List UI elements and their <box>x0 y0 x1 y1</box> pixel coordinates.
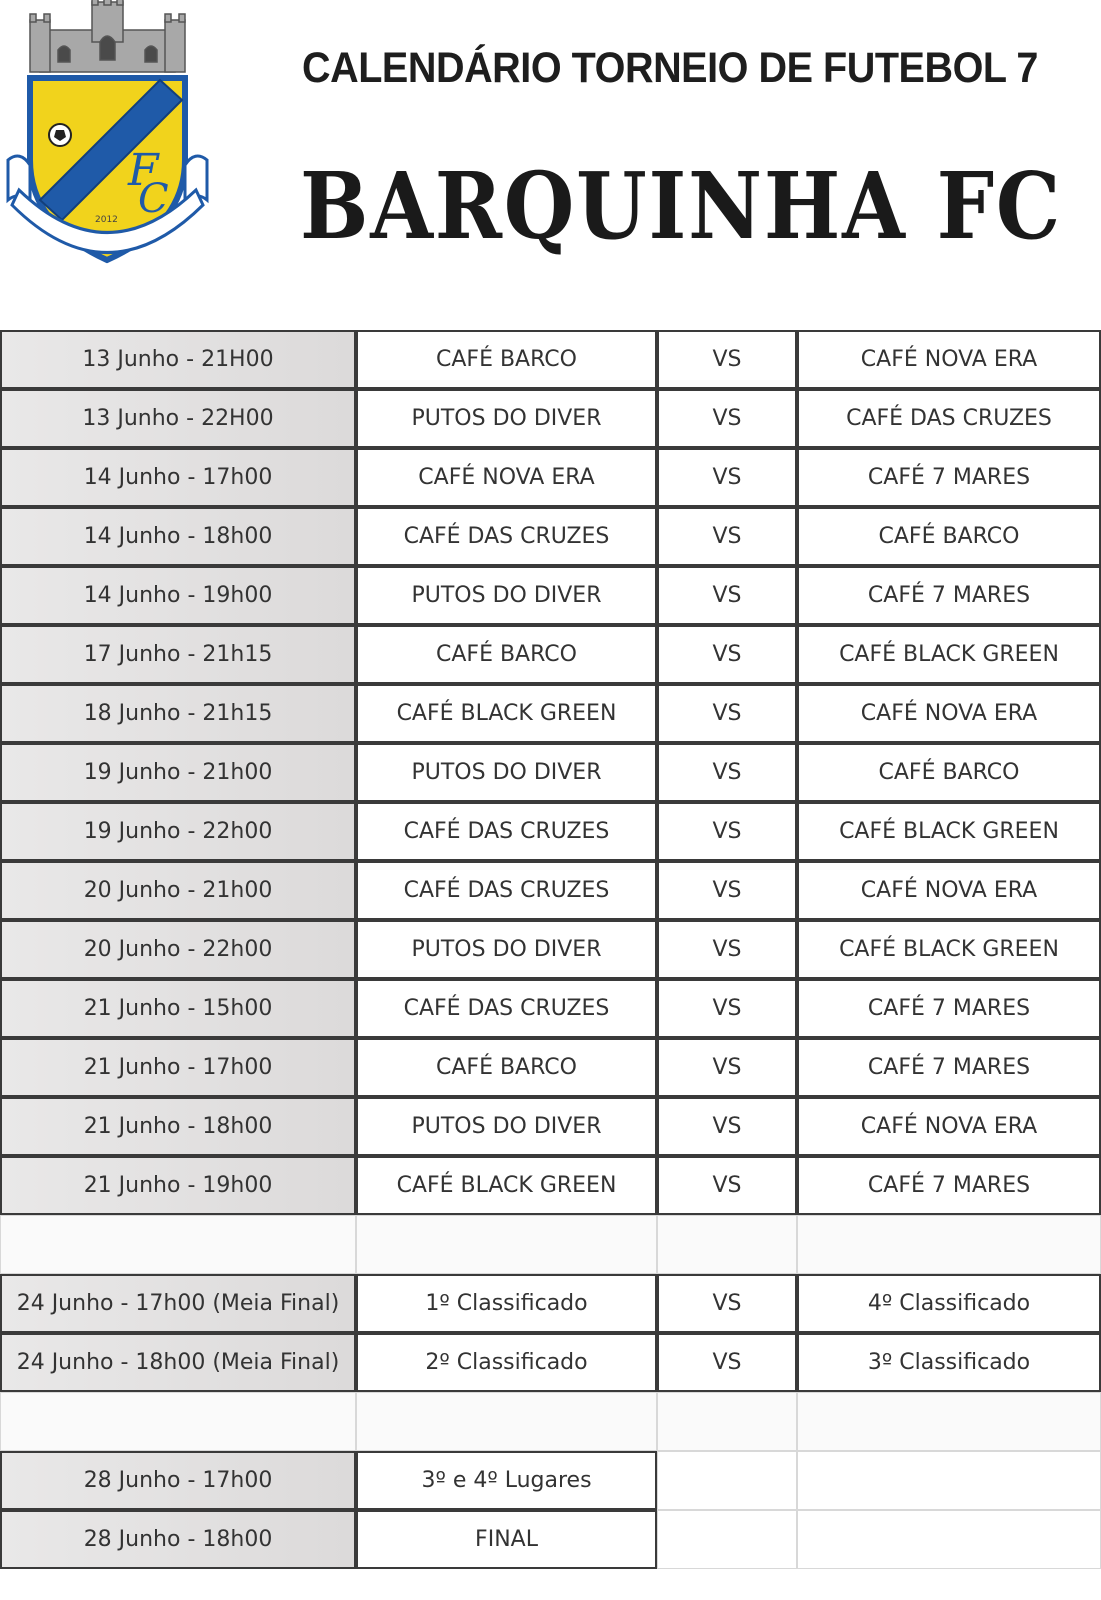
match-row <box>0 920 1101 979</box>
versus-label: VS <box>657 861 797 920</box>
away-team: CAFÉ NOVA ERA <box>797 861 1101 920</box>
match-row <box>0 566 1101 625</box>
versus-label: VS <box>657 979 797 1038</box>
empty-cell <box>657 1215 797 1274</box>
away-team: CAFÉ BARCO <box>797 507 1101 566</box>
match-date: 17 Junho - 21h15 <box>0 625 356 684</box>
home-team: PUTOS DO DIVER <box>356 566 657 625</box>
match-date: 24 Junho - 17h00 (Meia Final) <box>0 1274 356 1333</box>
match-date: 21 Junho - 18h00 <box>0 1097 356 1156</box>
versus-label: VS <box>657 448 797 507</box>
away-team: CAFÉ 7 MARES <box>797 979 1101 1038</box>
semifinal-row <box>0 1333 1101 1392</box>
empty-cell <box>0 1392 356 1451</box>
header <box>0 0 1101 320</box>
versus-label: VS <box>657 684 797 743</box>
match-date: 24 Junho - 18h00 (Meia Final) <box>0 1333 356 1392</box>
away-team: 4º Classificado <box>797 1274 1101 1333</box>
svg-text:2012: 2012 <box>95 215 118 225</box>
empty-cell <box>797 1215 1101 1274</box>
final-match-label: FINAL <box>356 1510 657 1569</box>
match-row <box>0 507 1101 566</box>
match-row <box>0 625 1101 684</box>
crest-icon <box>0 0 215 290</box>
match-date: 13 Junho - 21H00 <box>0 330 356 389</box>
versus-label: VS <box>657 1156 797 1215</box>
away-team: CAFÉ NOVA ERA <box>797 330 1101 389</box>
home-team: PUTOS DO DIVER <box>356 743 657 802</box>
home-team: PUTOS DO DIVER <box>356 389 657 448</box>
match-date: 19 Junho - 21h00 <box>0 743 356 802</box>
empty-cell <box>657 1392 797 1451</box>
match-date: 14 Junho - 18h00 <box>0 507 356 566</box>
versus-label: VS <box>657 920 797 979</box>
empty-cell <box>0 1215 356 1274</box>
versus-label: VS <box>657 1097 797 1156</box>
versus-label: VS <box>657 1038 797 1097</box>
home-team: 2º Classificado <box>356 1333 657 1392</box>
away-team: CAFÉ 7 MARES <box>797 1038 1101 1097</box>
home-team: CAFÉ DAS CRUZES <box>356 979 657 1038</box>
empty-cell <box>797 1451 1101 1510</box>
match-date: 28 Junho - 18h00 <box>0 1510 356 1569</box>
match-row <box>0 861 1101 920</box>
final-match-label: 3º e 4º Lugares <box>356 1451 657 1510</box>
final-row <box>0 1510 1101 1569</box>
spacer-row <box>0 1215 1101 1274</box>
match-row <box>0 979 1101 1038</box>
away-team: CAFÉ BLACK GREEN <box>797 802 1101 861</box>
home-team: PUTOS DO DIVER <box>356 1097 657 1156</box>
club-crest <box>0 0 215 290</box>
home-team: CAFÉ BLACK GREEN <box>356 684 657 743</box>
empty-cell <box>657 1510 797 1569</box>
empty-cell <box>797 1510 1101 1569</box>
versus-label: VS <box>657 566 797 625</box>
svg-text:F: F <box>128 145 159 196</box>
match-row <box>0 743 1101 802</box>
match-row <box>0 448 1101 507</box>
match-row <box>0 684 1101 743</box>
match-date: 14 Junho - 17h00 <box>0 448 356 507</box>
away-team: CAFÉ BLACK GREEN <box>797 920 1101 979</box>
page-title: CALENDÁRIO TORNEIO DE FUTEBOL 7 <box>302 44 1038 92</box>
match-row <box>0 330 1101 389</box>
match-date: 21 Junho - 15h00 <box>0 979 356 1038</box>
versus-label: VS <box>657 625 797 684</box>
match-date: 21 Junho - 17h00 <box>0 1038 356 1097</box>
home-team: CAFÉ DAS CRUZES <box>356 802 657 861</box>
empty-cell <box>356 1392 657 1451</box>
match-date: 18 Junho - 21h15 <box>0 684 356 743</box>
empty-cell <box>356 1215 657 1274</box>
versus-label: VS <box>657 802 797 861</box>
home-team: 1º Classificado <box>356 1274 657 1333</box>
versus-label: VS <box>657 1274 797 1333</box>
home-team: CAFÉ BARCO <box>356 1038 657 1097</box>
home-team: CAFÉ BARCO <box>356 625 657 684</box>
spacer-row <box>0 1392 1101 1451</box>
empty-cell <box>657 1451 797 1510</box>
match-date: 13 Junho - 22H00 <box>0 389 356 448</box>
away-team: CAFÉ 7 MARES <box>797 448 1101 507</box>
match-date: 21 Junho - 19h00 <box>0 1156 356 1215</box>
home-team: CAFÉ BARCO <box>356 330 657 389</box>
semifinal-row <box>0 1274 1101 1333</box>
away-team: CAFÉ BLACK GREEN <box>797 625 1101 684</box>
final-row <box>0 1451 1101 1510</box>
home-team: CAFÉ DAS CRUZES <box>356 507 657 566</box>
home-team: CAFÉ NOVA ERA <box>356 448 657 507</box>
match-date: 14 Junho - 19h00 <box>0 566 356 625</box>
away-team: CAFÉ NOVA ERA <box>797 684 1101 743</box>
away-team: 3º Classificado <box>797 1333 1101 1392</box>
versus-label: VS <box>657 507 797 566</box>
home-team: CAFÉ BLACK GREEN <box>356 1156 657 1215</box>
empty-cell <box>797 1392 1101 1451</box>
club-name: BARQUINHA FC <box>300 152 1063 260</box>
versus-label: VS <box>657 389 797 448</box>
away-team: CAFÉ 7 MARES <box>797 1156 1101 1215</box>
svg-text:C: C <box>138 176 169 222</box>
versus-label: VS <box>657 1333 797 1392</box>
versus-label: VS <box>657 330 797 389</box>
match-row <box>0 1156 1101 1215</box>
match-row <box>0 802 1101 861</box>
match-date: 28 Junho - 17h00 <box>0 1451 356 1510</box>
away-team: CAFÉ BARCO <box>797 743 1101 802</box>
match-date: 20 Junho - 21h00 <box>0 861 356 920</box>
away-team: CAFÉ NOVA ERA <box>797 1097 1101 1156</box>
match-row <box>0 389 1101 448</box>
away-team: CAFÉ 7 MARES <box>797 566 1101 625</box>
match-row <box>0 1097 1101 1156</box>
home-team: CAFÉ DAS CRUZES <box>356 861 657 920</box>
match-date: 19 Junho - 22h00 <box>0 802 356 861</box>
home-team: PUTOS DO DIVER <box>356 920 657 979</box>
away-team: CAFÉ DAS CRUZES <box>797 389 1101 448</box>
versus-label: VS <box>657 743 797 802</box>
match-date: 20 Junho - 22h00 <box>0 920 356 979</box>
match-row <box>0 1038 1101 1097</box>
